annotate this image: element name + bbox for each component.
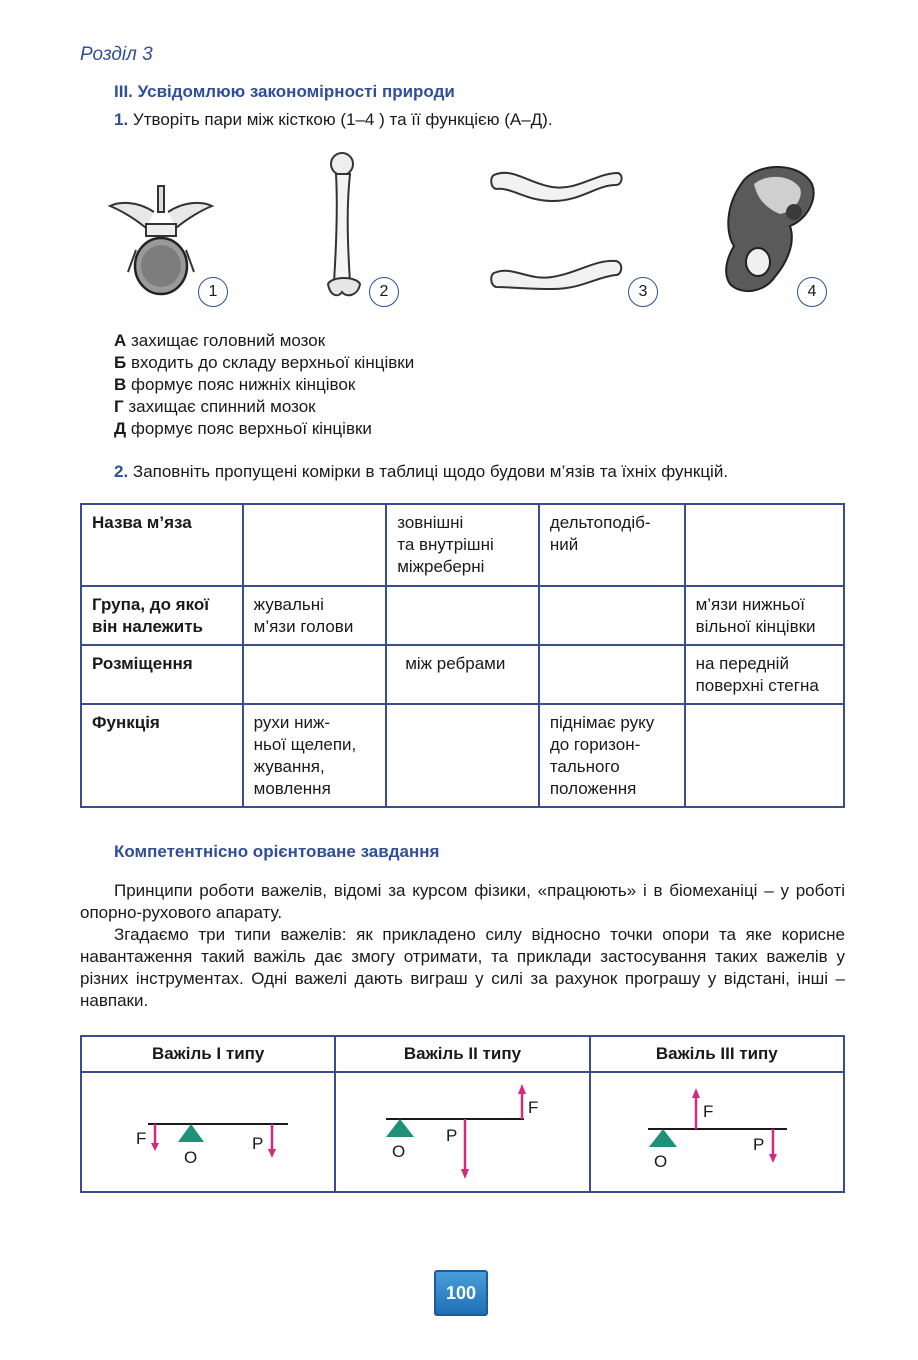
bone-number-badge: 1 — [198, 277, 228, 307]
table-row — [81, 586, 844, 645]
table-cell[interactable] — [243, 645, 387, 704]
competence-paragraph: Згадаємо три типи важелів: як прикладено силу відносно точки опори та яке корисне навантаження такий важіль дає змогу отримати, та приклади застосування таких важелів у різних інструментах. Одні важелі дають виграш у силі за рахунок програшу у відстані, інші – навпаки. — [80, 925, 845, 1010]
option-item — [114, 418, 414, 440]
task-2 — [114, 462, 728, 482]
bone-number-badge: 4 — [797, 277, 827, 307]
option-letter: Д — [114, 419, 127, 438]
table-cell[interactable]: зовнішні та внутрішні міжреберні — [386, 504, 539, 586]
competence-paragraph: Принципи роботи важелів, відомі за курсом фізики, «працюють» і в біомеханіці – у роботі опорно-рухового апарату. — [80, 881, 845, 922]
fulcrum-icon — [386, 1119, 414, 1137]
arrow-up-icon — [692, 1088, 700, 1098]
option-text: формує пояс верхньої кінцівки — [130, 419, 372, 438]
arrow-down-icon — [268, 1149, 276, 1158]
task-1-number: 1. — [114, 110, 129, 129]
table-cell[interactable]: на передній поверхні стегна — [685, 645, 844, 704]
table-cell[interactable]: м’язи нижньої вільної кінцівки — [685, 586, 844, 645]
lever-header: Важіль ІІ типу — [335, 1036, 589, 1072]
options-list — [114, 330, 414, 440]
table-row — [81, 645, 844, 704]
fulcrum-icon — [649, 1129, 677, 1147]
force-label: F — [528, 1098, 539, 1117]
lever-type-3-diagram — [591, 1073, 845, 1191]
table-cell[interactable]: жувальні м’язи голови — [243, 586, 387, 645]
arrow-down-icon — [461, 1169, 469, 1179]
page-number: 100 — [434, 1270, 488, 1316]
table-cell[interactable] — [539, 586, 685, 645]
lever-cell-type-3 — [590, 1072, 844, 1192]
option-text: входить до складу верхньої кінцівки — [130, 353, 415, 372]
section-label: Розділ 3 — [80, 44, 153, 65]
lever-table — [80, 1035, 845, 1193]
table-cell[interactable]: рухи ниж- ньої щелепи, жування, мовлення — [243, 704, 387, 807]
table-row — [81, 504, 844, 586]
fulcrum-icon — [178, 1124, 204, 1142]
option-item — [114, 330, 414, 352]
table-cell[interactable] — [685, 504, 844, 586]
row-header: Назва м’яза — [81, 504, 243, 586]
option-item — [114, 352, 414, 374]
option-letter: А — [114, 331, 127, 350]
fulcrum-label: O — [184, 1148, 198, 1167]
lever-type-1-diagram — [82, 1073, 336, 1191]
vertebra-icon — [106, 180, 216, 300]
option-letter: В — [114, 375, 127, 394]
force-label: F — [702, 1102, 714, 1121]
table-cell[interactable] — [685, 704, 844, 807]
task-2-text: Заповніть пропущені комірки в таблиці щодо будови м’язів та їхніх функцій. — [132, 462, 729, 481]
lever-cell-type-1 — [81, 1072, 335, 1192]
competence-title: Компетентнісно орієнтоване завдання — [114, 842, 440, 861]
arrow-up-icon — [518, 1084, 526, 1094]
arrow-down-icon — [769, 1154, 777, 1163]
bone-number-badge: 3 — [628, 277, 658, 307]
row-header: Розміщення — [81, 645, 243, 704]
task-2-number: 2. — [114, 462, 129, 481]
arrow-down-icon — [151, 1143, 159, 1151]
humerus-icon — [322, 150, 366, 300]
table-cell[interactable] — [243, 504, 387, 586]
option-item — [114, 374, 414, 396]
lever-type-2-diagram — [336, 1073, 590, 1191]
table-cell[interactable]: дельтоподіб- ний — [539, 504, 685, 586]
load-label: P — [252, 1134, 264, 1153]
table-cell[interactable] — [386, 586, 539, 645]
task-1-text: Утворіть пари між кісткою (1–4 ) та її функцією (А–Д). — [132, 110, 553, 129]
option-text: захищає головний мозок — [131, 331, 326, 350]
fulcrum-label: O — [392, 1142, 406, 1161]
fulcrum-label: O — [653, 1152, 667, 1171]
option-letter: Б — [114, 353, 127, 372]
option-text: формує пояс нижніх кінцівок — [131, 375, 356, 394]
row-header: Функція — [81, 704, 243, 807]
force-label: F — [136, 1129, 147, 1148]
load-label: P — [446, 1126, 458, 1145]
bone-number-badge: 2 — [369, 277, 399, 307]
lever-header: Важіль І типу — [81, 1036, 335, 1072]
option-letter: Г — [114, 397, 124, 416]
table-row — [81, 704, 844, 807]
table-cell[interactable]: між ребрами — [386, 645, 539, 704]
option-item — [114, 396, 414, 418]
muscle-table — [80, 503, 845, 808]
table-cell[interactable] — [539, 645, 685, 704]
load-label: P — [752, 1135, 764, 1154]
row-header: Група, до якої він належить — [81, 586, 243, 645]
section-heading: ІІІ. Усвідомлюю закономірності природи — [114, 82, 455, 101]
table-cell[interactable] — [386, 704, 539, 807]
lever-header: Важіль ІІІ типу — [590, 1036, 844, 1072]
option-text: захищає спинний мозок — [128, 397, 316, 416]
lever-cell-type-2 — [335, 1072, 589, 1192]
table-cell[interactable]: піднімає руку до горизон- тального положення — [539, 704, 685, 807]
clavicle-icon — [488, 165, 628, 300]
task-1 — [114, 110, 553, 130]
